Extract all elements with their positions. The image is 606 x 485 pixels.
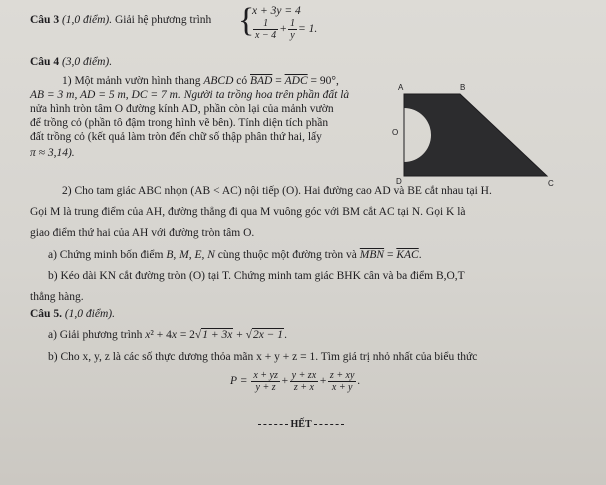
- q5-a: a) Giải phương trình x² + 4x = 2√1 + 3x + √2x − 1.: [48, 329, 287, 341]
- q4-heading: [30, 55, 112, 69]
- end-dash-left: [258, 424, 288, 425]
- q5-points: (1,0 điểm).: [64, 308, 115, 320]
- q3-points: (1,0 điểm).: [61, 14, 113, 26]
- q4-p2b: b) Kéo dài KN cắt đường tròn (O) tại T. Chứng minh tam giác BHK cân và ba điểm B,O,T: [48, 270, 465, 282]
- q3-line: [30, 13, 211, 27]
- q3-label: Câu 3: [30, 14, 60, 26]
- q4-p1-line-4: đất trồng cỏ (kết quả làm tròn đến chữ số thập phân thứ hai, lấy: [30, 131, 322, 143]
- trapezoid-figure: [392, 80, 567, 195]
- P-frac1: $\frac{x + yz}{y + z}$: [253, 370, 278, 393]
- P-frac2: $\frac{y + zx}{z + x}$: [291, 370, 317, 393]
- q4-p2a: a) Chứng minh bốn điểm B, M, E, N cùng thuộc một đường tròn và $\overline{MBN} = \overline{KAC}$.: [48, 249, 422, 261]
- P-frac3: $\frac{z + xy}{x + y}$: [329, 370, 355, 393]
- q4-p1-line-5: π ≈ 3,14).: [30, 147, 75, 159]
- label-O: O: [392, 128, 399, 137]
- q5-label: Câu 5.: [30, 308, 62, 320]
- eq2-frac2: $\frac{1}{y}$: [289, 18, 295, 41]
- q4-p1-line-3: để trồng cỏ (phần tô đậm trong hình vẽ bên). Tính diện tích phần: [30, 117, 329, 129]
- system-brace: {: [238, 2, 255, 39]
- q4-p1-line-0: 1) Một mảnh vườn hình thang ABCD có $\overline{BAD} = \overline{ADC} = 90^\circ$,: [62, 75, 339, 87]
- label-B: B: [460, 83, 466, 92]
- q4-p1-line-1: AB = 3 m, AD = 5 m, DC = 7 m. Người ta trồng hoa trên phần đất là: [30, 89, 350, 101]
- q5-b: b) Cho x, y, z là các số thực dương thỏa mãn x + y + z = 1. Tìm giá trị nhỏ nhất của biểu thức: [48, 351, 478, 363]
- grass-region: [404, 94, 547, 176]
- expression-P: P = $\frac{x + yz}{y + z}$ + $\frac{y + zx}{z + x}$ + $\frac{z + xy}{x + y}$ .: [230, 370, 361, 393]
- q4-p2b-cont: thẳng hàng.: [30, 291, 84, 303]
- end-marker: HẾT: [258, 418, 344, 432]
- label-A: A: [398, 83, 404, 92]
- system-eq2: $\frac{1}{x - 4}$ + $\frac{1}{y}$ = 1.: [255, 18, 318, 41]
- q4-label: Câu 4: [30, 56, 60, 68]
- q4-p2-line-0: 2) Cho tam giác ABC nhọn (AB < AC) nội tiếp (O). Hai đường cao AD và BE cắt nhau tại H.: [62, 185, 492, 197]
- q5-heading: [30, 307, 115, 321]
- label-D: D: [396, 177, 402, 186]
- q4-points: (3,0 điểm).: [61, 56, 113, 68]
- q4-p2-line-2: giao điểm thứ hai của AH với đường tròn tâm O.: [30, 227, 255, 239]
- q4-p2-line-1: Gọi M là trung điểm của AH, đường thẳng đi qua M vuông góc với BM cắt AC tại N. Gọi K là: [30, 206, 466, 218]
- eq2-frac1: $\frac{1}{x - 4}$: [255, 18, 277, 41]
- end-dash-right: [314, 424, 344, 425]
- system-eq1: x + 3y = 4: [252, 5, 301, 17]
- q3-text: Giải hệ phương trình: [114, 14, 212, 26]
- label-C: C: [548, 179, 554, 188]
- q4-p1-line-2: nửa hình tròn tâm O đường kính AD, phần còn lại của mảnh vườn: [30, 103, 334, 115]
